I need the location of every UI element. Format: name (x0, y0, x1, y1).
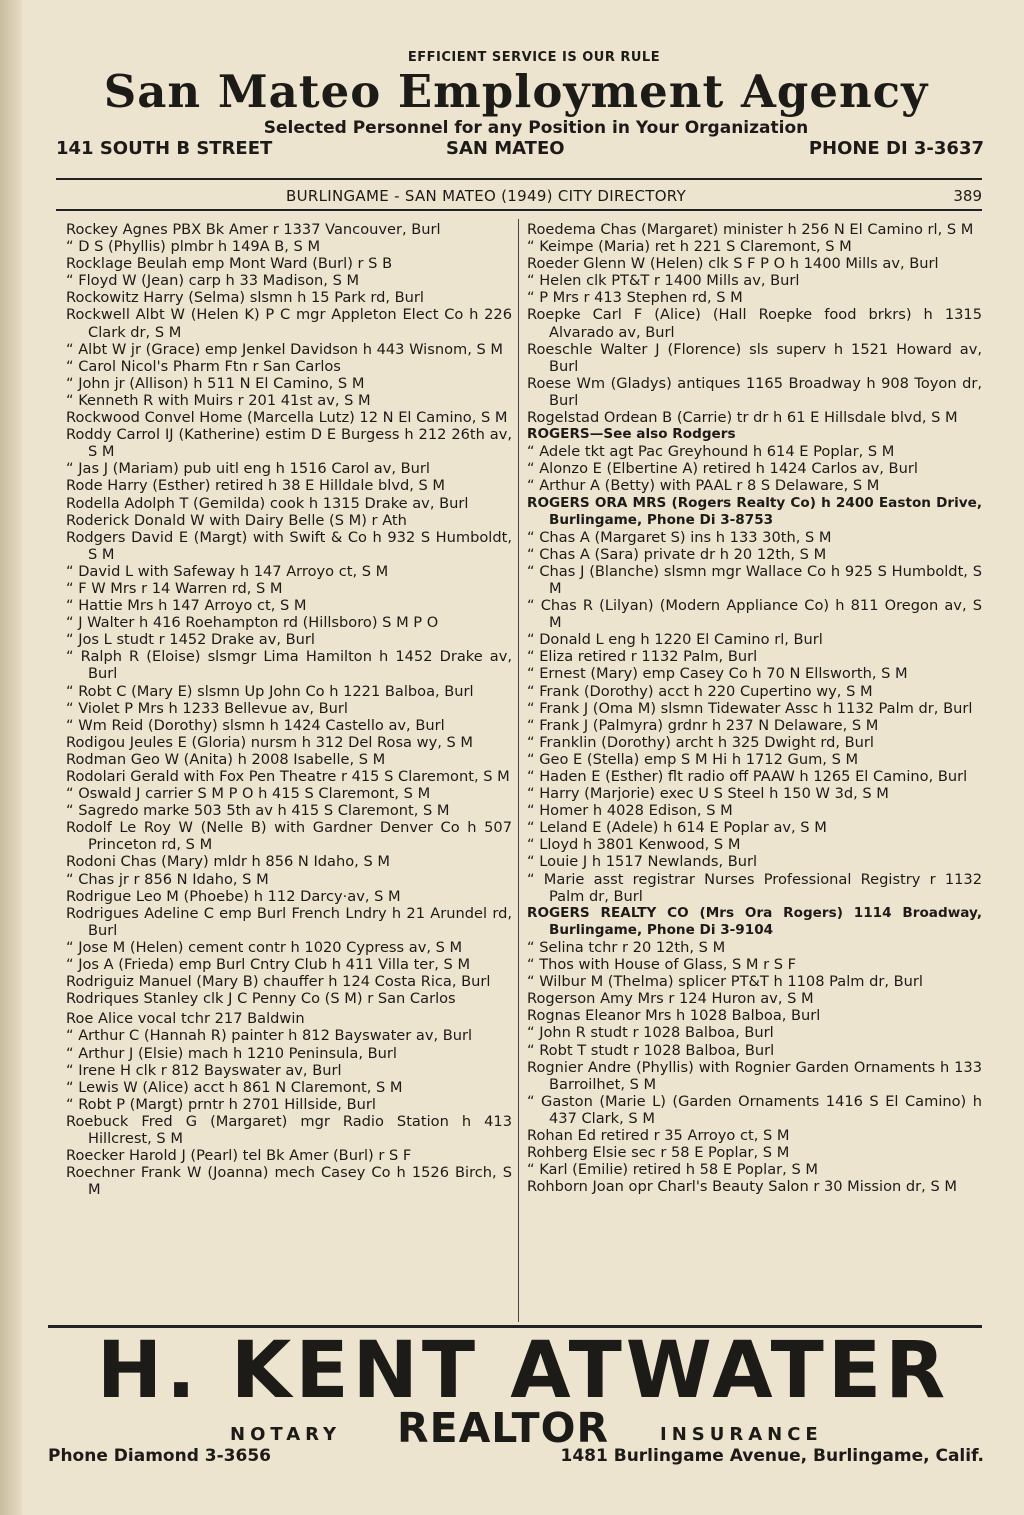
agency-subtitle: Selected Personnel for any Position in Your Organization (263, 118, 809, 138)
directory-entry: Rognier Andre (Phyllis) with Rognier Garden Ornaments h 133 Barroilhet, S M (527, 1058, 982, 1093)
agency-name: San Mateo Employment Agency (103, 65, 929, 118)
realtor-address: 1481 Burlingame Avenue, Burlingame, Calif. (560, 1446, 984, 1466)
directory-entry: Roeder Glenn W (Helen) clk S F P O h 1400 Mills av, Burl (527, 255, 939, 273)
directory-entry: Roese Wm (Gladys) antiques 1165 Broadway h 908 Toyon dr, Burl (527, 374, 982, 409)
directory-entry: “ John jr (Allison) h 511 N El Camino, S M (66, 374, 365, 392)
directory-entry: “ Oswald J carrier S M P O h 415 S Claremont, S M (66, 785, 431, 803)
directory-entry: “ Robt T studt r 1028 Balboa, Burl (527, 1041, 775, 1059)
directory-entry: “ Thos with House of Glass, S M r S F (527, 956, 797, 974)
directory-entry: “ Louie J h 1517 Newlands, Burl (527, 853, 758, 871)
directory-entry: Roecker Harold J (Pearl) tel Bk Amer (Burl) r S F (66, 1147, 412, 1165)
directory-title: BURLINGAME - SAN MATEO (1949) CITY DIRECTORY (286, 187, 687, 205)
directory-entry: “ Wm Reid (Dorothy) slsmn h 1424 Castello av, Burl (66, 716, 445, 734)
agency-phone: PHONE DI 3-3637 (808, 138, 984, 159)
directory-entry: Rodriguiz Manuel (Mary B) chauffer h 124 Costa Rica, Burl (66, 973, 491, 991)
directory-entry: “ Donald L eng h 1220 El Camino rl, Burl (527, 631, 823, 649)
directory-entry: “ Helen clk PT&T r 1400 Mills av, Burl (527, 272, 800, 290)
directory-entry: “ Robt P (Margt) prntr h 2701 Hillside, Burl (66, 1095, 376, 1113)
agency-address: 141 SOUTH B STREET (56, 138, 273, 159)
directory-entry: “ Carol Nicol's Pharm Ftn r San Carlos (66, 357, 341, 375)
directory-entry: “ Chas jr r 856 N Idaho, S M (66, 870, 269, 888)
realtor-contact-row (48, 1446, 984, 1470)
directory-entry: Rognas Eleanor Mrs h 1028 Balboa, Burl (527, 1007, 821, 1025)
directory-entry: Roechner Frank W (Joanna) mech Casey Co h 1526 Birch, S M (66, 1164, 512, 1199)
directory-entry: “ Floyd W (Jean) carp h 33 Madison, S M (66, 272, 360, 290)
directory-entry: “ Ralph R (Eloise) slsmgr Lima Hamilton h 1452 Drake av, Burl (66, 648, 512, 683)
directory-entry: Rohberg Elsie sec r 58 E Poplar, S M (527, 1144, 790, 1162)
directory-entry: Rockwell Albt W (Helen K) P C mgr Appleton Elect Co h 226 Clark dr, S M (66, 306, 512, 341)
directory-entry: Rodolf Le Roy W (Nelle B) with Gardner Denver Co h 507 Princeton rd, S M (66, 819, 512, 854)
directory-entry: “ Harry (Marjorie) exec U S Steel h 150 W 3d, S M (527, 785, 889, 803)
directory-entry: “ Arthur A (Betty) with PAAL r 8 S Delaware, S M (527, 477, 880, 495)
directory-entry: Roeschle Walter J (Florence) sls superv h 1521 Howard av, Burl (527, 340, 982, 375)
directory-entry: “ Chas A (Sara) private dr h 20 12th, S M (527, 545, 827, 563)
directory-entry: “ Lloyd h 3801 Kenwood, S M (527, 836, 741, 854)
directory-entry: “ Selina tchr r 20 12th, S M (527, 938, 726, 956)
directory-entry: “ Eliza retired r 1132 Palm, Burl (527, 648, 758, 666)
directory-entry: Rohan Ed retired r 35 Arroyo ct, S M (527, 1126, 790, 1144)
directory-entry: “ John R studt r 1028 Balboa, Burl (527, 1024, 774, 1042)
directory-entry: “ Chas A (Margaret S) ins h 133 30th, S M (527, 528, 832, 546)
insurance-label: INSURANCE (660, 1424, 823, 1445)
agency-city: SAN MATEO (446, 138, 565, 159)
top-advertisement (48, 50, 984, 162)
directory-entry: “ Franklin (Dorothy) archt h 325 Dwight rd, Burl (527, 733, 874, 751)
directory-entry: “ Jose M (Helen) cement contr h 1020 Cypress av, S M (66, 938, 463, 956)
bottom-advertisement (48, 1326, 984, 1470)
directory-entry: “ F W Mrs r 14 Warren rd, S M (66, 579, 283, 597)
directory-entry: “ Keimpe (Maria) ret h 221 S Claremont, S M (527, 238, 852, 256)
directory-entry: Rogelstad Ordean B (Carrie) tr dr h 61 E Hillsdale blvd, S M (527, 409, 958, 427)
realtor-label: REALTOR (397, 1404, 610, 1452)
directory-entry: “ Frank (Dorothy) acct h 220 Cupertino wy, S M (527, 682, 873, 700)
directory-entry: “ Robt C (Mary E) slsmn Up John Co h 1221 Balboa, Burl (66, 682, 474, 700)
realtor-name: H. KENT ATWATER (96, 1326, 950, 1416)
directory-entry: Rohborn Joan opr Charl's Beauty Salon r 30 Mission dr, S M (527, 1178, 957, 1196)
directory-entry: Rodolari Gerald with Fox Pen Theatre r 415 S Claremont, S M (66, 768, 510, 785)
directory-entry: “ Jas J (Mariam) pub uitl eng h 1516 Carol av, Burl (66, 460, 430, 478)
directory-entry: Rodriques Stanley clk J C Penny Co (S M) r San Carlos (66, 990, 456, 1008)
directory-entry: “ Frank J (Oma M) slsmn Tidewater Assc h 1132 Palm dr, Burl (527, 699, 973, 717)
directory-entry: “ Karl (Emilie) retired h 58 E Poplar, S M (527, 1161, 818, 1179)
directory-entry: “ Chas J (Blanche) slsmn mgr Wallace Co h 925 S Humboldt, S M (527, 562, 982, 597)
left-column (66, 221, 512, 1198)
directory-entry: Rogerson Amy Mrs r 124 Huron av, S M (527, 990, 814, 1008)
directory-entry: Rode Harry (Esther) retired h 38 E Hilldale blvd, S M (66, 477, 445, 495)
directory-entry: Rockey Agnes PBX Bk Amer r 1337 Vancouver, Burl (66, 221, 441, 238)
notary-label: NOTARY (230, 1424, 342, 1445)
directory-entry: “ Lewis W (Alice) acct h 861 N Claremont, S M (66, 1078, 403, 1096)
directory-entry: “ Homer h 4028 Edison, S M (527, 802, 733, 820)
directory-entry: Roepke Carl F (Alice) (Hall Roepke food brkrs) h 1315 Alvarado av, Burl (527, 306, 982, 341)
directory-entry: Roderick Donald W with Dairy Belle (S M) r Ath (66, 511, 407, 529)
directory-entry: “ Geo E (Stella) emp S M Hi h 1712 Gum, S M (527, 750, 859, 768)
directory-entry: Roe Alice vocal tchr 217 Baldwin (66, 1010, 305, 1028)
realtor-services (48, 1404, 984, 1452)
directory-entry: Rodrigue Leo M (Phoebe) h 112 Darcy·av, S M (66, 887, 401, 905)
header-rule-top (56, 178, 982, 180)
directory-entry: Rodoni Chas (Mary) mldr h 856 N Idaho, S M (66, 853, 390, 871)
column-divider (518, 219, 519, 1322)
directory-entry: “ Haden E (Esther) flt radio off PAAW h 1265 El Camino, Burl (527, 768, 968, 785)
directory-entry: “ Arthur J (Elsie) mach h 1210 Peninsula, Burl (66, 1044, 397, 1062)
directory-entry: “ Hattie Mrs h 147 Arroyo ct, S M (66, 597, 307, 615)
directory-entry: “ D S (Phyllis) plmbr h 149A B, S M (66, 238, 321, 256)
directory-entry: ROGERS ORA MRS (Rogers Realty Co) h 2400 Easton Drive, Burlingame, Phone Di 3-8753 (527, 494, 982, 528)
directory-entry: “ Alonzo E (Elbertine A) retired h 1424 Carlos av, Burl (527, 460, 918, 478)
directory-entry: Rocklage Beulah emp Mont Ward (Burl) r S B (66, 255, 393, 273)
page-binding-edge (0, 0, 22, 1515)
realtor-phone: Phone Diamond 3-3656 (48, 1446, 271, 1466)
directory-entry: “ David L with Safeway h 147 Arroyo ct, S M (66, 562, 389, 580)
directory-entry: “ P Mrs r 413 Stephen rd, S M (527, 289, 743, 307)
directory-entry: “ Irene H clk r 812 Bayswater av, Burl (66, 1061, 342, 1079)
directory-entry: “ J Walter h 416 Roehampton rd (Hillsboro) S M P O (66, 614, 439, 632)
directory-entry: “ Adele tkt agt Pac Greyhound h 614 E Poplar, S M (527, 443, 895, 461)
directory-entry: “ Jos A (Frieda) emp Burl Cntry Club h 411 Villa ter, S M (66, 956, 471, 974)
directory-entry: “ Frank J (Palmyra) grdnr h 237 N Delaware, S M (527, 716, 879, 734)
header-rule-bottom (56, 209, 982, 211)
directory-entry: Roebuck Fred G (Margaret) mgr Radio Station h 413 Hillcrest, S M (66, 1112, 512, 1147)
directory-entry: “ Violet P Mrs h 1233 Bellevue av, Burl (66, 699, 348, 717)
agency-contact-row (48, 138, 984, 162)
directory-entry: “ Arthur C (Hannah R) painter h 812 Bayswater av, Burl (66, 1027, 473, 1045)
directory-entry: Rodrigues Adeline C emp Burl French Lndry h 21 Arundel rd, Burl (66, 904, 512, 939)
directory-entry: “ Albt W jr (Grace) emp Jenkel Davidson h 443 Wisnom, S M (66, 340, 504, 358)
ad-tagline: EFFICIENT SERVICE IS OUR RULE (407, 50, 661, 65)
directory-entry: Rodman Geo W (Anita) h 2008 Isabelle, S M (66, 750, 386, 768)
directory-entry: Roedema Chas (Margaret) minister h 256 N El Camino rl, S M (527, 221, 974, 238)
directory-entry: “ Sagredo marke 503 5th av h 415 S Claremont, S M (66, 802, 450, 820)
directory-entry: ROGERS REALTY CO (Mrs Ora Rogers) 1114 Broadway, Burlingame, Phone Di 3-9104 (527, 904, 982, 938)
directory-entry: “ Ernest (Mary) emp Casey Co h 70 N Ellsworth, S M (527, 665, 908, 683)
directory-entry: “ Wilbur M (Thelma) splicer PT&T h 1108 Palm dr, Burl (527, 973, 923, 991)
directory-entry: ROGERS—See also Rodgers (527, 426, 736, 443)
directory-entry: “ Jos L studt r 1452 Drake av, Burl (66, 631, 315, 649)
directory-entry: “ Marie asst registrar Nurses Professional Registry r 1132 Palm dr, Burl (527, 870, 982, 905)
directory-entry: Rodella Adolph T (Gemilda) cook h 1315 Drake av, Burl (66, 494, 469, 512)
directory-entry: “ Chas R (Lilyan) (Modern Appliance Co) h 811 Oregon av, S M (527, 597, 982, 632)
directory-entry: “ Leland E (Adele) h 614 E Poplar av, S M (527, 819, 827, 837)
directory-entry: “ Gaston (Marie L) (Garden Ornaments 1416 S El Camino) h 437 Clark, S M (527, 1092, 982, 1127)
page-number: 389 (953, 187, 982, 205)
directory-entry: Rockwood Convel Home (Marcella Lutz) 12 N El Camino, S M (66, 409, 508, 427)
directory-entry: “ Kenneth R with Muirs r 201 41st av, S M (66, 391, 371, 409)
directory-entry: Rockowitz Harry (Selma) slsmn h 15 Park rd, Burl (66, 289, 424, 307)
directory-entry: Rodigou Jeules E (Gloria) nursm h 312 Del Rosa wy, S M (66, 733, 473, 751)
directory-entry: Roddy Carrol IJ (Katherine) estim D E Burgess h 212 26th av, S M (66, 426, 512, 461)
right-column (527, 221, 982, 1195)
directory-entry: Rodgers David E (Margt) with Swift & Co h 932 S Humboldt, S M (66, 528, 512, 563)
